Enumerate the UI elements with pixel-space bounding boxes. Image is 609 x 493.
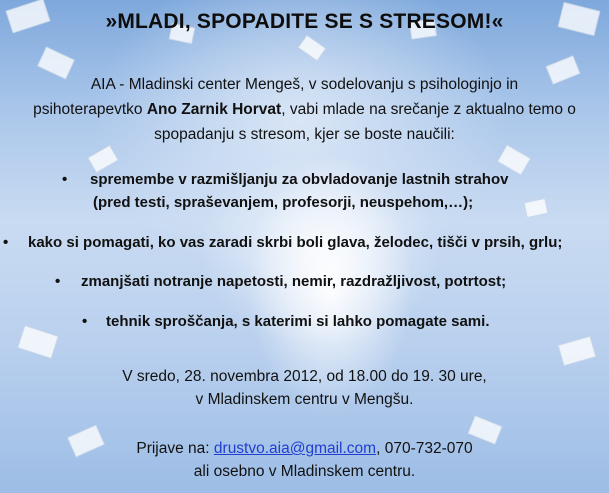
speaker-name: Ano Zarnik Horvat xyxy=(146,101,282,118)
intro-paragraph xyxy=(4,72,605,147)
signup-line-2: ali osebno v Mladinskem centru. xyxy=(193,463,416,480)
signup-phone: , 070-732-070 xyxy=(376,440,473,457)
event-details xyxy=(0,365,609,411)
flyer-title: »MLADI, SPOPADITE SE S STRESOM!« xyxy=(105,10,504,33)
intro-line-1: AIA - Mladinski center Mengeš, v sodelovanju s psihologinjo in xyxy=(90,76,519,93)
email-link[interactable]: drustvo.aia@gmail.com xyxy=(213,440,377,457)
bullet-text: spremembe v razmišljanju za obvladovanje lastnih strahov xyxy=(90,171,509,188)
bullet-text: tehnik sproščanja, s katerimi si lahko pomagate sami. xyxy=(106,313,490,330)
event-place: v Mladinskem centru v Mengšu. xyxy=(195,391,414,408)
intro-text: , vabi mlade na srečanje z aktualno temo o xyxy=(281,101,576,118)
bullet-icon: • xyxy=(62,171,68,188)
event-date: V sredo, 28. novembra 2012, od 18.00 do 19. 30 ure, xyxy=(122,368,487,385)
intro-line-2 xyxy=(4,97,605,122)
bullet-text: (pred testi, spraševanjem, profesorji, neuspehom,…); xyxy=(93,194,474,211)
signup-line-1 xyxy=(0,437,609,460)
intro-text: psihoterapevtko xyxy=(33,101,147,118)
signup-details xyxy=(0,437,609,483)
intro-line-3: spopadanju s stresom, kjer se boste naučili: xyxy=(154,126,455,143)
bullet-text: zmanjšati notranje napetosti, nemir, razdražljivost, potrtost; xyxy=(81,273,507,290)
signup-prefix: Prijave na: xyxy=(136,440,214,457)
bullet-icon: • xyxy=(3,234,9,251)
bullet-icon: • xyxy=(55,273,61,290)
bullet-text: kako si pomagati, ko vas zaradi skrbi boli glava, želodec, tišči v prsih, grlu; xyxy=(28,234,563,251)
bullet-icon: • xyxy=(82,313,88,330)
